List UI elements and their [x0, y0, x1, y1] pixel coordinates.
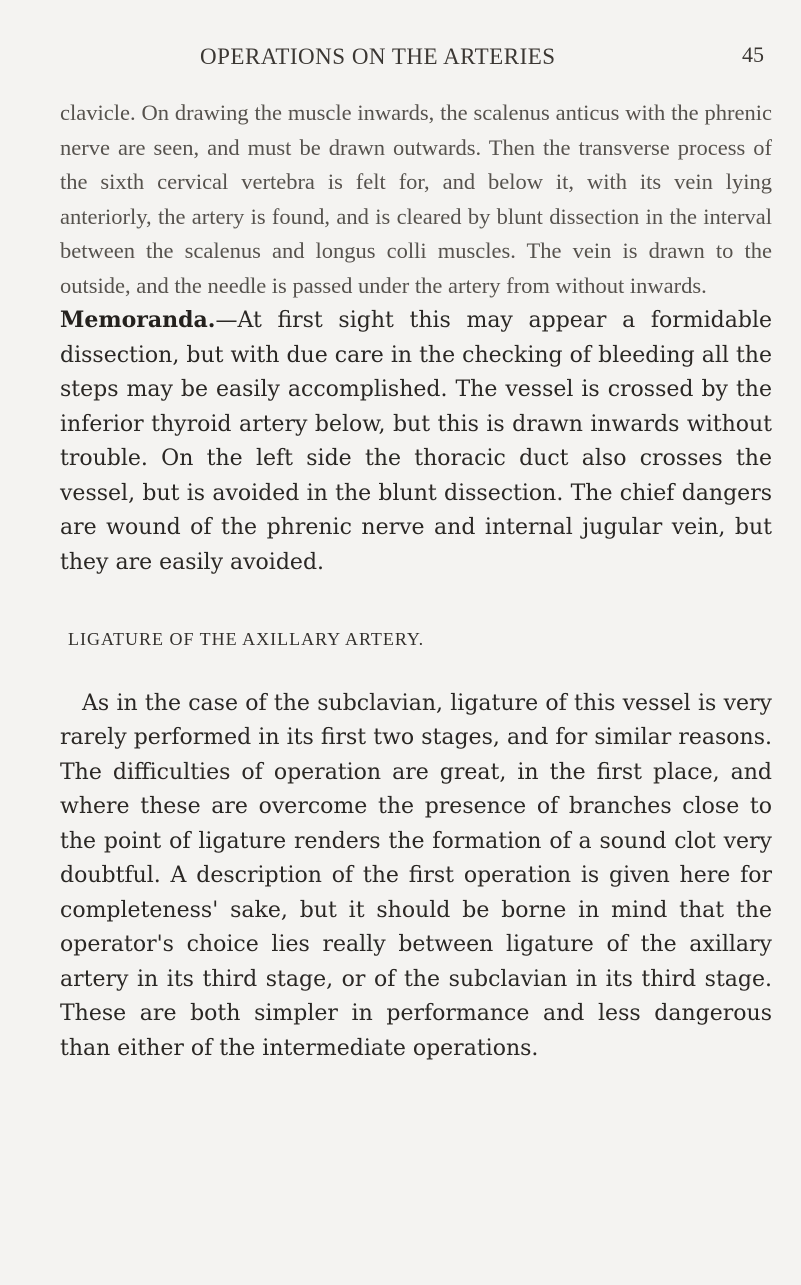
axillary-paragraph: As in the case of the subclavian, ligature of this vessel is very rarely performed in its first two stages, and for similar reasons. The difficulties of operation are great, in the first place, and where these are overcome the presence of branches close to the point of ligature renders the formation of a sound clot very doubtful. A description of the first operation is given here for completeness' sake, but it should be borne in mind that the operator's choice lies really between ligature of the axillary artery in its third stage, or of the subclavian in its third stage. These are both simpler in performance and less dangerous than either of the intermediate operations.	[60, 690, 772, 1061]
memoranda-label: Memoranda.	[60, 307, 216, 333]
running-head	[60, 40, 772, 80]
page-number: 45	[742, 42, 764, 67]
section-heading: LIGATURE OF THE AXILLARY ARTERY.	[68, 629, 425, 649]
running-title: OPERATIONS ON THE ARTERIES	[200, 44, 556, 69]
body-text	[60, 96, 772, 1066]
continuation-paragraph: clavicle. On drawing the muscle inwards, the scalenus anticus with the phrenic nerve are seen, and must be drawn outwards. Then the transverse process of the sixth cervical vertebra is felt for, and below it, with its vein lying anteriorly, the artery is found, and is cleared by blunt dissection in the interval between the scalenus and longus colli muscles. The vein is drawn to the outside, and the needle is passed under the artery from without inwards.	[60, 100, 772, 298]
memoranda-text: —At first sight this may appear a formidable dissection, but with due care in the checking of bleeding all the steps may be easily accomplished. The vessel is crossed by the inferior thyroid artery below, but this is drawn inwards without trouble. On the left side the thoracic duct also crosses the vessel, but is avoided in the blunt dissection. The chief dangers are wound of the phrenic nerve and internal jugular vein, but they are easily avoided.	[60, 308, 772, 575]
memoranda-paragraph	[60, 303, 772, 580]
